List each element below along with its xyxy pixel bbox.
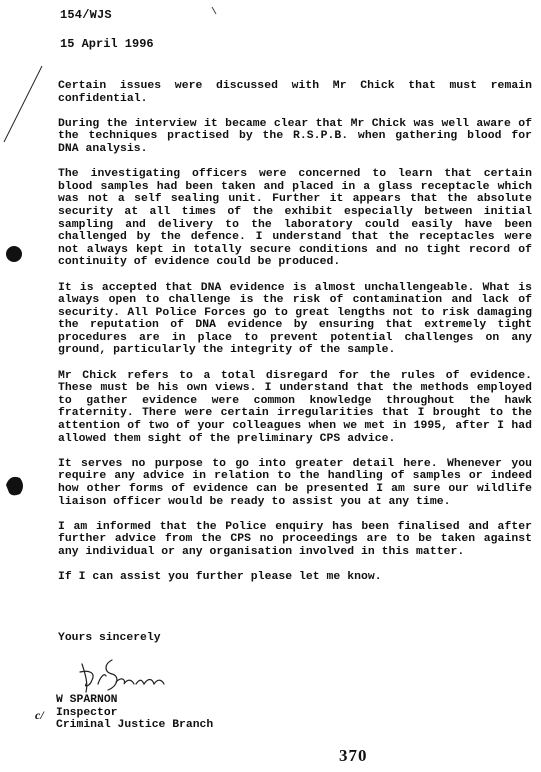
- paragraph: Certain issues were discussed with Mr Chick that must remain confidential.: [58, 80, 532, 105]
- page-number: 370: [339, 746, 368, 765]
- signatory-name: W SPARNON: [56, 694, 118, 706]
- paragraph: It serves no purpose to go into greater detail here. Whenever you require any advice in relation to the handling of samples or indeed how other forms of evidence can be presented I am sure our wildlife liaison officer would be ready to assist you at any time.: [58, 457, 532, 508]
- margin-annotation: c/: [35, 708, 44, 722]
- paragraph: During the interview it became clear that Mr Chick was well aware of the techniques practised by the R.S.P.B. when gathering blood for DNA analysis.: [58, 117, 532, 155]
- paragraph: If I can assist you further please let me know.: [58, 571, 382, 584]
- paragraph: The investigating officers were concerned to learn that certain blood samples had been taken and placed in a glass receptacle which was not a self sealing unit. Further it appears that the absolute security at all times of the exhibit especially between initial sampling and delivery to the laboratory could easily have been challenged by the defence. I understand that the receptacles were not always kept in totally secure conditions and no tight record of continuity of evidence could be produced.: [58, 168, 532, 269]
- paragraph: I am informed that the Police enquiry has been finalised and after further advice from the CPS no proceedings are to be taken against any individual or any organisation involved in this matter.: [58, 520, 532, 558]
- margin-line: [4, 66, 42, 142]
- letter-date: 15 April 1996: [60, 37, 154, 51]
- signature-block: [56, 694, 213, 732]
- closing-salutation: Yours sincerely: [58, 632, 161, 644]
- paragraph: It is accepted that DNA evidence is almost unchallengeable. What is always open to challenge is the risk of contamination and lack of security. All Police Forces go to great lengths not to risk damaging the reputation of DNA evidence by ensuring that extremely tight procedures are in place to prevent potential challenges on any ground, particularly the integrity of the sample.: [58, 281, 532, 357]
- reference-number: 154/WJS: [60, 8, 112, 22]
- punch-hole-upper: [6, 246, 22, 262]
- letter-body: [58, 80, 532, 596]
- punch-hole-lower: [6, 477, 23, 495]
- margin-tick: [212, 7, 216, 14]
- paragraph: Mr Chick refers to a total disregard for the rules of evidence. These must be his own views. I understand that the methods employed to gather evidence were common knowledge throughout the hawk fraternity. There were certain irregularities that I brought to the attention of two of your colleagues when we met in 1995, after I had allowed them sight of the preliminary CPS advice.: [58, 369, 532, 445]
- signatory-department: Criminal Justice Branch: [56, 719, 214, 732]
- signatory-title: Inspector: [56, 706, 118, 719]
- handwritten-signature: [80, 660, 164, 692]
